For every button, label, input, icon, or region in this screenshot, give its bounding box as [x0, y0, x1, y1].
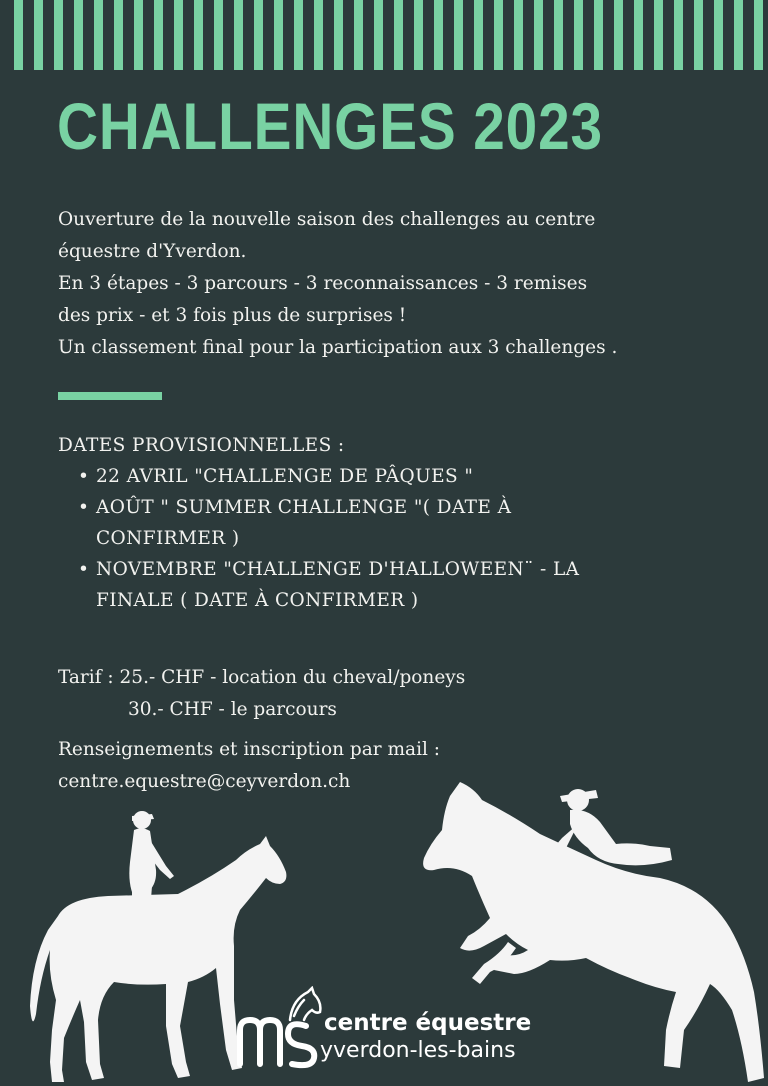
stripe [754, 0, 763, 70]
stripe [94, 0, 103, 70]
stripe [434, 0, 443, 70]
stripe [574, 0, 583, 70]
stripe [734, 0, 743, 70]
stripe [254, 0, 263, 70]
dates-list [58, 461, 708, 616]
page-title: CHALLENGES 2023 [57, 89, 603, 163]
intro-paragraph [58, 204, 738, 364]
stripe [714, 0, 723, 70]
intro-line: équestre d'Yverdon. [58, 241, 247, 262]
stripe [194, 0, 203, 70]
date-item-line: FINALE ( DATE À CONFIRMER ) [96, 590, 419, 611]
stripe [274, 0, 283, 70]
stripe [14, 0, 23, 70]
tarif-section [58, 662, 465, 726]
tarif-line-rental: Tarif : 25.- CHF - location du cheval/poneys [58, 667, 466, 688]
logo-text-centre-equestre: centre équestre [324, 1010, 532, 1036]
intro-line: Ouverture de la nouvelle saison des challenges au centre [58, 209, 596, 230]
top-stripe-pattern [0, 0, 768, 70]
dates-heading: DATES PROVISIONNELLES : [58, 435, 345, 456]
stripe [594, 0, 603, 70]
stripe [34, 0, 43, 70]
stripe [614, 0, 623, 70]
stripe [494, 0, 503, 70]
stripe [554, 0, 563, 70]
stripe [694, 0, 703, 70]
date-item-line: CONFIRMER ) [96, 528, 240, 549]
stripe [394, 0, 403, 70]
accent-divider [58, 392, 162, 400]
date-item-summer [58, 492, 708, 554]
stripe [454, 0, 463, 70]
stripe [674, 0, 683, 70]
contact-section [58, 734, 440, 798]
stripe [114, 0, 123, 70]
dates-section [58, 430, 708, 616]
stripe [154, 0, 163, 70]
stripe [634, 0, 643, 70]
centre-equestre-logo [232, 986, 542, 1070]
stripe [354, 0, 363, 70]
stripe [414, 0, 423, 70]
intro-line: Un classement final pour la participation aux 3 challenges . [58, 337, 618, 358]
stripe [134, 0, 143, 70]
stripe [534, 0, 543, 70]
intro-line: En 3 étapes - 3 parcours - 3 reconnaissances - 3 remises [58, 273, 588, 294]
contact-label: Renseignements et inscription par mail : [58, 739, 441, 760]
date-item-line: 22 AVRIL "CHALLENGE DE PÂQUES " [96, 466, 474, 487]
date-item-paques [58, 461, 708, 492]
stripe [214, 0, 223, 70]
stripe [314, 0, 323, 70]
horse-head-logo-icon [232, 986, 324, 1070]
stripe [54, 0, 63, 70]
stripe [234, 0, 243, 70]
stripe [374, 0, 383, 70]
stripe [294, 0, 303, 70]
contact-email[interactable]: centre.equestre@ceyverdon.ch [58, 771, 351, 792]
logo-text-location: yverdon-les-bains [320, 1038, 516, 1063]
bullet-icon: • [78, 559, 90, 580]
date-item-halloween [58, 554, 708, 616]
stripe [334, 0, 343, 70]
date-item-line: NOVEMBRE "CHALLENGE D'HALLOWEEN¨ - LA [96, 559, 580, 580]
stripe [474, 0, 483, 70]
bullet-icon: • [78, 466, 90, 487]
date-item-line: AOÛT " SUMMER CHALLENGE "( DATE À [96, 497, 512, 518]
tarif-line-course: 30.- CHF - le parcours [128, 699, 337, 720]
stripe [514, 0, 523, 70]
intro-line: des prix - et 3 fois plus de surprises ! [58, 305, 407, 326]
stripe [74, 0, 83, 70]
bullet-icon: • [78, 497, 90, 518]
stripe [654, 0, 663, 70]
stripe [174, 0, 183, 70]
